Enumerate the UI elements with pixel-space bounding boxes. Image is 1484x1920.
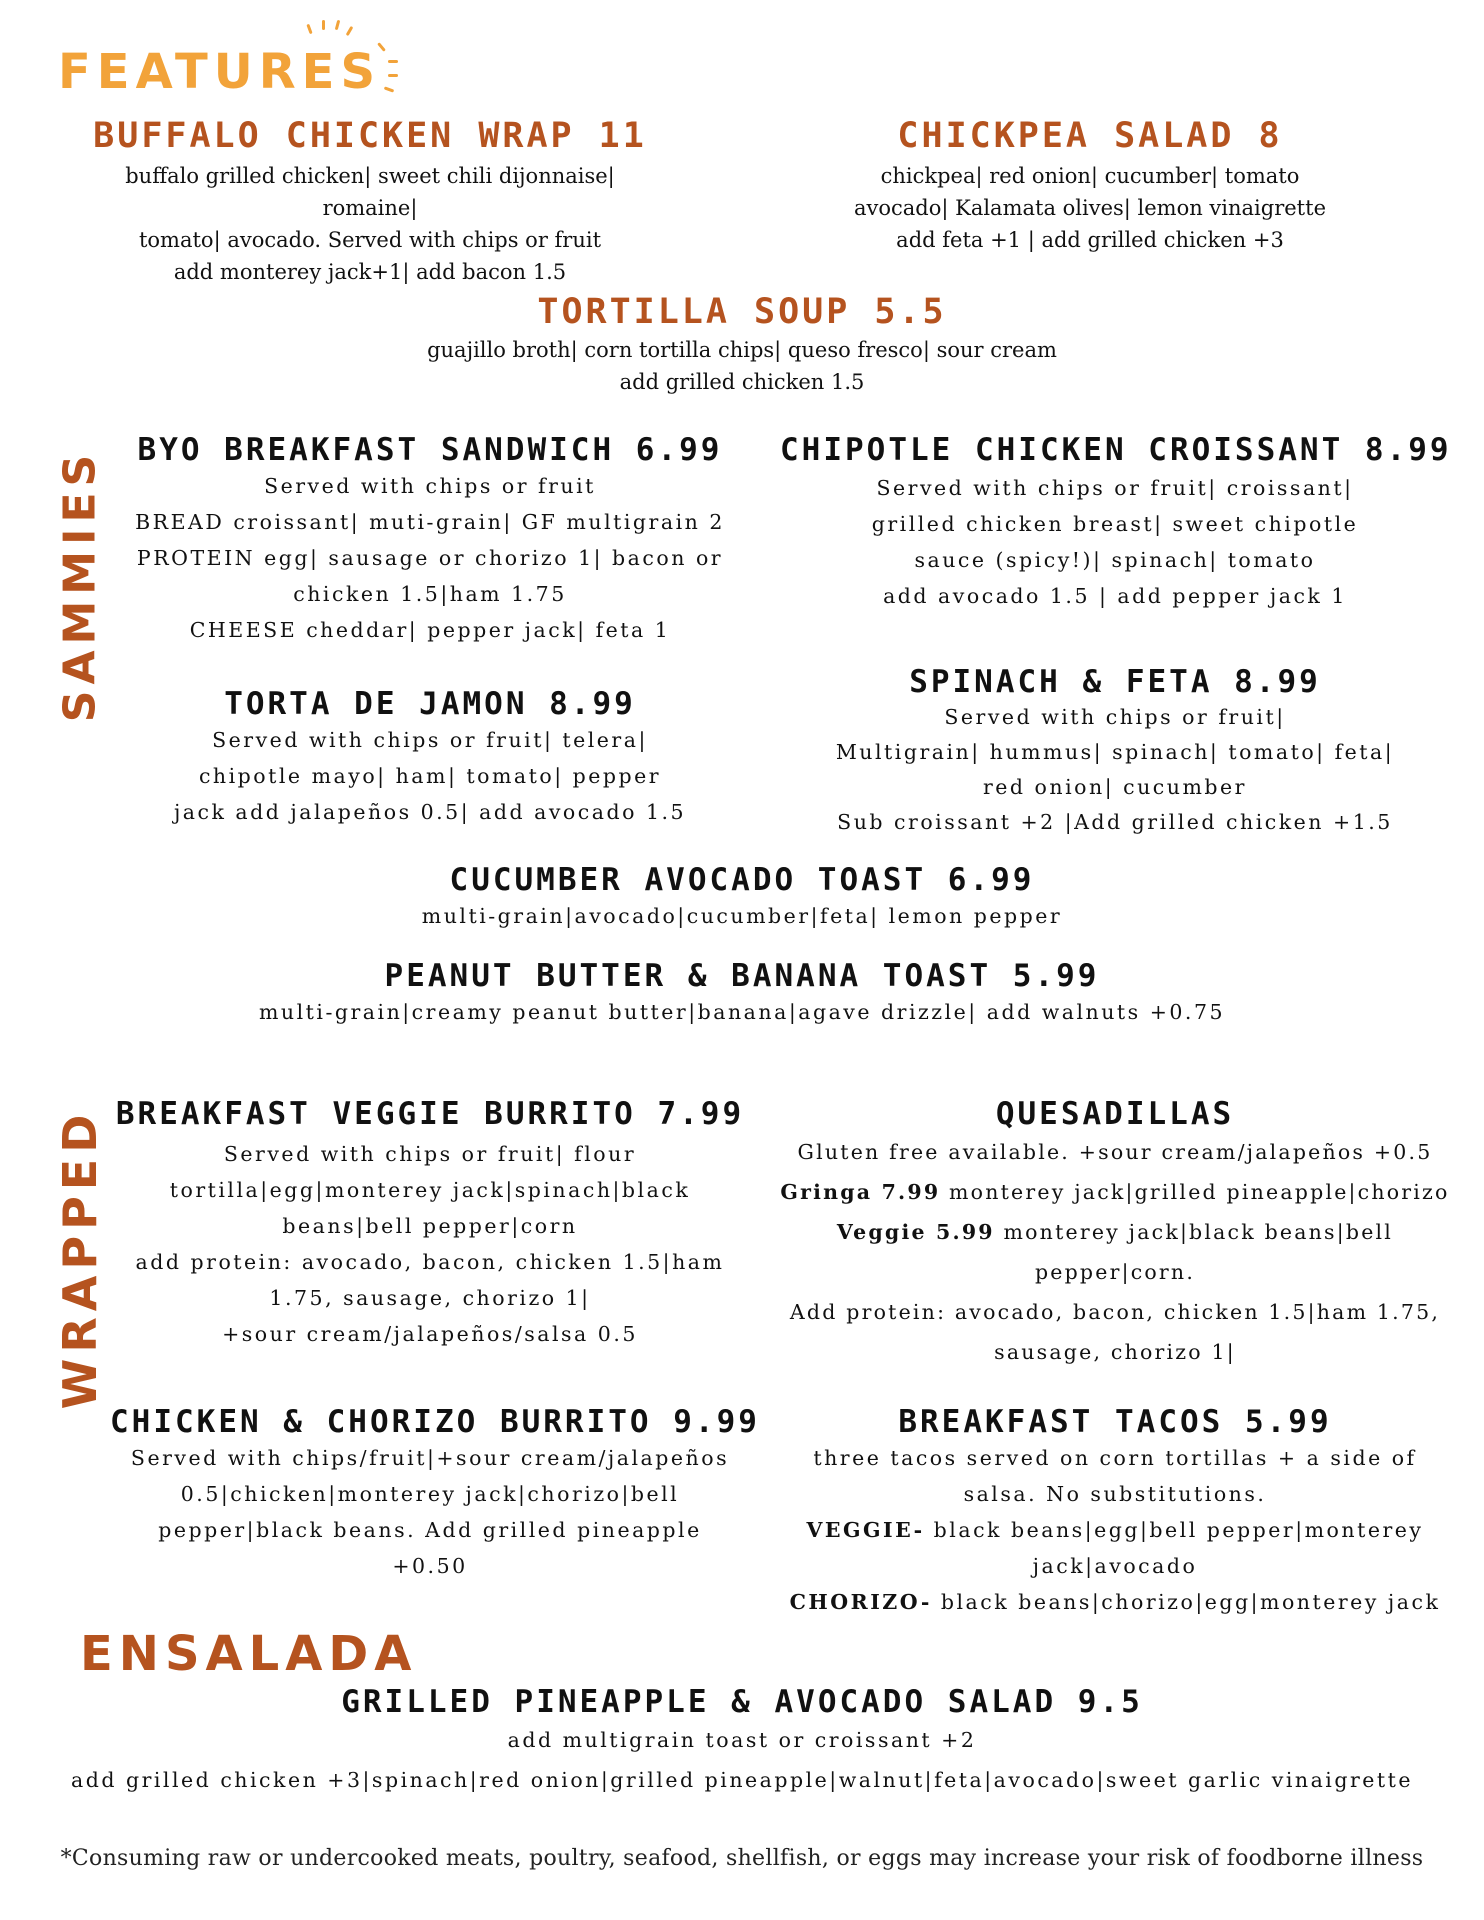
item-description: Served with chips or fruit| croissant| grilled chicken breast| sweet chipotle sauce (spicy!)| spinach| tomato add avocado 1.5 | add pepper jack 1 xyxy=(871,476,1359,608)
menu-item-breakfast-tacos xyxy=(770,1404,1460,1620)
item-description: three tacos served on corn tortillas + a side of salsa. No substitutions. VEGGIE- black beans|egg|bell pepper|monterey jack|avocado CHORIZO- black beans|chorizo|egg|monterey jack xyxy=(789,1446,1441,1614)
menu-item-chickpea-salad xyxy=(800,116,1380,256)
ensalada-section-title: ENSALADA xyxy=(80,1626,418,1682)
features-section-title: FEATURES xyxy=(58,44,382,100)
item-title: CHIPOTLE CHICKEN CROISSANT 8.99 xyxy=(780,432,1452,468)
item-title: BYO BREAKFAST SANDWICH 6.99 xyxy=(137,432,723,468)
menu-item-byo-breakfast-sandwich xyxy=(110,432,750,648)
item-title: TORTILLA SOUP 5.5 xyxy=(537,292,947,332)
item-description: guajillo broth| corn tortilla chips| queso fresco| sour cream add grilled chicken 1.5 xyxy=(427,338,1057,394)
item-title: TORTA DE JAMON 8.99 xyxy=(224,686,636,722)
item-title: CUCUMBER AVOCADO TOAST 6.99 xyxy=(449,862,1035,898)
menu-item-grilled-pineapple-avocado-salad xyxy=(40,1684,1444,1800)
item-description: Served with chips or fruit| Multigrain| hummus| spinach| tomato| feta| red onion| cucumber Sub croissant +2 |Add grilled chicken +1.5 xyxy=(835,705,1395,834)
item-description: Served with chips or fruit BREAD croissant| muti-grain| GF multigrain 2 PROTEIN egg| sausage or chorizo 1| bacon or chicken 1.5|ham 1.75 CHEESE cheddar| pepper jack| feta 1 xyxy=(135,474,725,642)
gringa-name: Gringa 7.99 xyxy=(780,1180,941,1204)
menu-item-buffalo-chicken-wrap xyxy=(80,116,660,288)
item-description: Gluten free available. +sour cream/jalapeños +0.5 Gringa 7.99 monterey jack|grilled pineapple|chorizo Veggie 5.99 monterey jack|black beans|bell pepper|corn. Add protein: avocado, bacon, chicken 1.5|ham 1.75, sausage, chorizo 1| xyxy=(780,1140,1450,1364)
menu-item-chipotle-chicken-croissant xyxy=(780,432,1450,614)
item-description: Served with chips/fruit|+sour cream/jalapeños 0.5|chicken|monterey jack|chorizo|bell pepper|black beans. Add grilled pineapple +0.50 xyxy=(130,1446,730,1578)
menu-item-tortilla-soup xyxy=(342,292,1142,398)
item-title: BREAKFAST TACOS 5.99 xyxy=(898,1404,1332,1440)
item-description: Served with chips or fruit| telera| chipotle mayo| ham| tomato| pepper jack add jalapeños 0.5| add avocado 1.5 xyxy=(173,728,687,824)
item-description: multi-grain|creamy peanut butter|banana|agave drizzle| add walnuts +0.75 xyxy=(258,1000,1226,1024)
chorizo-taco-name: CHORIZO- xyxy=(789,1590,932,1614)
food-safety-disclaimer: *Consuming raw or undercooked meats, poultry, seafood, shellfish, or eggs may increase your risk of foodborne illness xyxy=(60,1846,1424,1871)
menu-item-spinach-feta xyxy=(780,664,1450,840)
menu-item-cucumber-avocado-toast xyxy=(242,862,1242,934)
menu-item-torta-de-jamon xyxy=(110,686,750,830)
item-description: Served with chips or fruit| flour tortilla|egg|monterey jack|spinach|black beans|bell pepper|corn add protein: avocado, bacon, chicken 1.5|ham 1.75, sausage, chorizo 1| +sour cream/jalapeños/salsa 0.5 xyxy=(135,1142,725,1346)
item-title: CHICKEN & CHORIZO BURRITO 9.99 xyxy=(110,1404,760,1440)
item-title: CHICKPEA SALAD 8 xyxy=(897,116,1283,156)
item-title: GRILLED PINEAPPLE & AVOCADO SALAD 9.5 xyxy=(341,1684,1143,1720)
item-title: BUFFALO CHICKEN WRAP 11 xyxy=(93,116,647,156)
menu-item-peanut-butter-banana-toast xyxy=(142,958,1342,1030)
item-title: QUESADILLAS xyxy=(995,1096,1235,1132)
sun-rays-decoration xyxy=(300,16,420,106)
veggie-name: Veggie 5.99 xyxy=(836,1220,995,1244)
item-description: add multigrain toast or croissant +2 add grilled chicken +3|spinach|red onion|grilled pineapple|walnut|feta|avocado|sweet garlic vinaigrette xyxy=(70,1728,1414,1792)
item-description: buffalo grilled chicken| sweet chili dijonnaise| romaine| tomato| avocado. Served with chips or fruit add monterey jack+1| add bacon 1.5 xyxy=(125,164,615,284)
item-title: BREAKFAST VEGGIE BURRITO 7.99 xyxy=(115,1096,745,1132)
wrapped-section-title: WRAPPED xyxy=(53,1108,107,1410)
menu-item-breakfast-veggie-burrito xyxy=(110,1096,750,1352)
item-title: SPINACH & FETA 8.99 xyxy=(909,664,1321,700)
menu-item-chicken-chorizo-burrito xyxy=(110,1404,760,1584)
menu-item-quesadillas xyxy=(770,1096,1460,1372)
veggie-taco-name: VEGGIE- xyxy=(806,1518,925,1542)
item-title: PEANUT BUTTER & BANANA TOAST 5.99 xyxy=(384,958,1100,994)
item-description: chickpea| red onion| cucumber| tomato avocado| Kalamata olives| lemon vinaigrette add feta +1 | add grilled chicken +3 xyxy=(853,164,1326,252)
sammies-section-title: SAMMIES xyxy=(54,448,106,723)
item-description: multi-grain|avocado|cucumber|feta| lemon pepper xyxy=(421,904,1063,928)
